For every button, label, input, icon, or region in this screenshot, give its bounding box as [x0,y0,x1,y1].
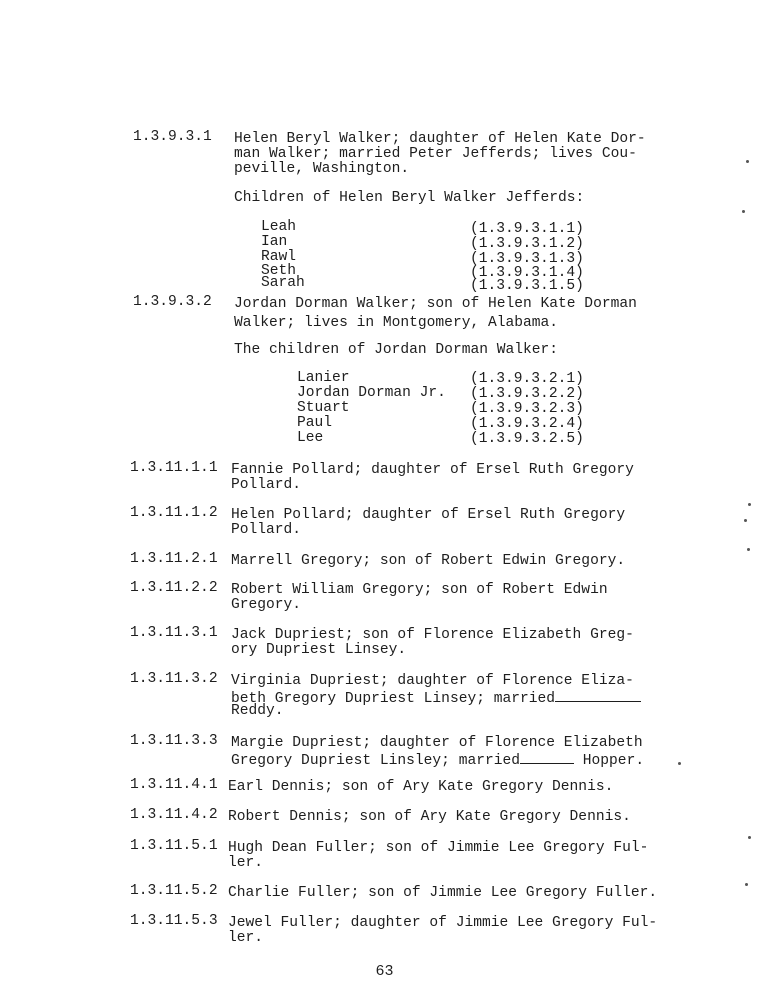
scan-speck [748,503,751,506]
scan-speck [745,883,748,886]
child-code: (1.3.9.3.2.4) [470,416,584,432]
child-code: (1.3.9.3.2.3) [470,401,584,417]
child-name: Sarah [261,275,305,291]
entry-number: 1.3.9.3.1 [133,129,212,145]
entry-text-line: Walker; lives in Montgomery, Alabama. [234,315,559,331]
entry-text: Gregory Dupriest Linsley; married [231,753,521,769]
entry-text-line: Pollard. [231,477,302,493]
child-code: (1.3.9.3.1.5) [470,278,584,294]
entry-text-line: Helen Pollard; daughter of Ersel Ruth Gregory [231,507,626,523]
entry-text-line: Hugh Dean Fuller; son of Jimmie Lee Gregory Ful- [228,840,649,856]
entry-text-line: Jordan Dorman Walker; son of Helen Kate Dorman [234,296,637,312]
entry-text-line: Jack Dupriest; son of Florence Elizabeth Greg- [231,627,634,643]
entry-text: beth Gregory Dupriest Linsey; married [231,691,556,707]
children-heading: Children of Helen Beryl Walker Jefferds: [234,190,585,206]
blank-line [520,751,574,764]
child-name: Leah [261,219,297,235]
entry-number: 1.3.11.3.1 [130,625,218,641]
entry-text-line: Marrell Gregory; son of Robert Edwin Gregory. [231,553,626,569]
child-code: (1.3.9.3.2.2) [470,386,584,402]
child-code: (1.3.9.3.1.1) [470,221,584,237]
entry-number: 1.3.11.3.3 [130,733,218,749]
entry-number: 1.3.11.3.2 [130,671,218,687]
child-code: (1.3.9.3.1.4) [470,265,584,281]
entry-number: 1.3.11.4.1 [130,777,218,793]
entry-text-line: Earl Dennis; son of Ary Kate Gregory Dennis. [228,779,614,795]
entry-number: 1.3.11.4.2 [130,807,218,823]
entry-text-line: Pollard. [231,522,302,538]
child-name: Paul [297,415,333,431]
entry-text [574,753,583,769]
blank-line [555,689,641,702]
child-code: (1.3.9.3.2.1) [470,371,584,387]
entry-text-line: Robert Dennis; son of Ary Kate Gregory Dennis. [228,809,631,825]
entry-text-line: Margie Dupriest; daughter of Florence Elizabeth [231,735,643,751]
entry-text-line [231,689,641,707]
entry-text-line: Robert William Gregory; son of Robert Edwin [231,582,608,598]
child-name: Ian [261,234,288,250]
scan-speck [744,519,747,522]
entry-text-line: Reddy. [231,703,284,719]
child-name: Jordan Dorman Jr. [297,385,446,401]
entry-number: 1.3.11.5.3 [130,913,218,929]
children-heading: The children of Jordan Dorman Walker: [234,342,559,358]
child-name: Rawl [261,249,297,265]
entry-text-line: ler. [228,855,264,871]
entry-number: 1.3.11.5.1 [130,838,218,854]
entry-text-line: ory Dupriest Linsey. [231,642,407,658]
page-number: 63 [375,963,394,980]
scan-speck [748,836,751,839]
scan-speck [747,548,750,551]
scan-speck [742,210,745,213]
child-code: (1.3.9.3.1.3) [470,251,584,267]
scan-speck [746,160,749,163]
entry-text-line: Jewel Fuller; daughter of Jimmie Lee Gregory Ful- [228,915,658,931]
entry-text-line: ler. [228,930,264,946]
entry-number: 1.3.11.1.1 [130,460,218,476]
child-name: Seth [261,263,297,279]
entry-number: 1.3.11.2.2 [130,580,218,596]
entry-text-line: man Walker; married Peter Jefferds; lives Cou- [234,146,637,162]
entry-text-line: Virginia Dupriest; daughter of Florence Eliza- [231,673,634,689]
entry-number: 1.3.11.5.2 [130,883,218,899]
entry-text-line: Charlie Fuller; son of Jimmie Lee Gregory Fuller. [228,885,658,901]
child-code: (1.3.9.3.1.2) [470,236,584,252]
entry-text-line: peville, Washington. [234,161,410,177]
child-code: (1.3.9.3.2.5) [470,431,584,447]
entry-text: Hopper. [582,753,645,769]
entry-text-line: Fannie Pollard; daughter of Ersel Ruth Gregory [231,462,634,478]
entry-text-line: Gregory. [231,597,302,613]
scan-speck [678,762,681,765]
child-name: Lee [297,430,324,446]
entry-number: 1.3.11.2.1 [130,551,218,567]
child-name: Stuart [297,400,350,416]
entry-text-line: Helen Beryl Walker; daughter of Helen Kate Dor- [234,131,646,147]
child-name: Lanier [297,370,350,386]
entry-text-line [231,751,644,769]
entry-number: 1.3.9.3.2 [133,294,212,310]
entry-number: 1.3.11.1.2 [130,505,218,521]
